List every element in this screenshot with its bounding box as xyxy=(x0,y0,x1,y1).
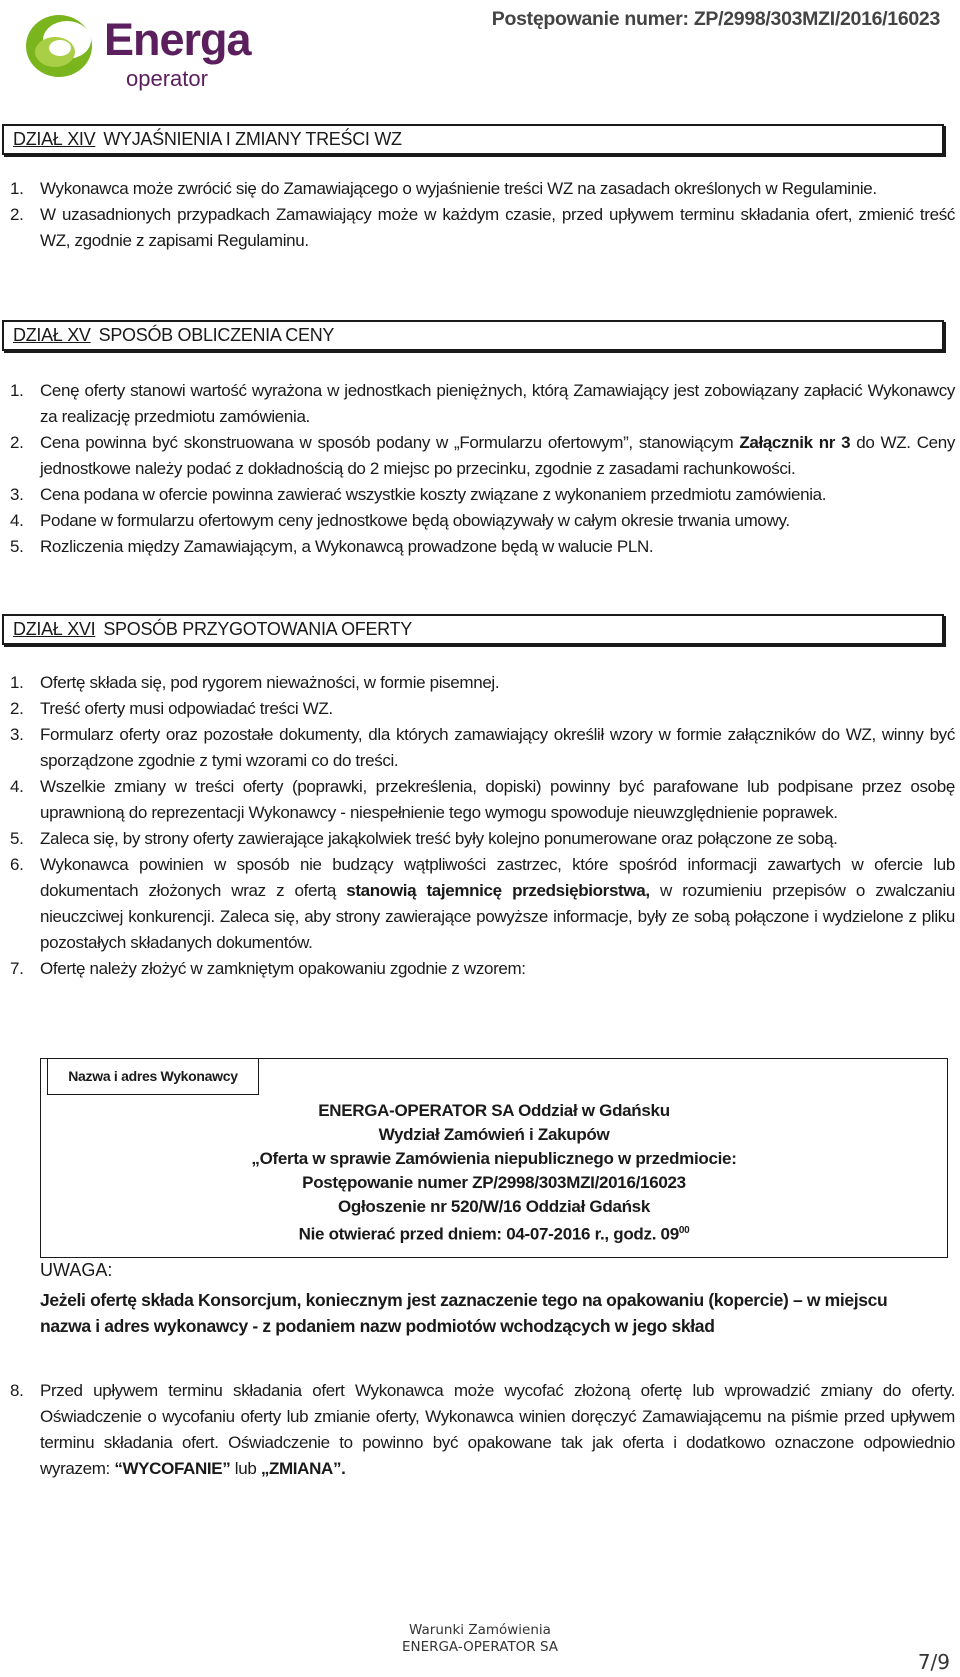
section-header-xiv xyxy=(2,124,944,155)
list-item: 8. Przed upływem terminu składania ofert Wykonawca może wycofać złożoną ofertę lub wprowadzić zmiany do oferty. Oświadczenie o wycofaniu oferty lub zmianie oferty, Wykonawca winien doręczyć Zamawiającemu na piśmie przed upływem terminu składania ofert. Oświadczenie to powinno być opakowane tak jak oferta i dodatkowo oznaczone odpowiednio wyrazem: “WYCOFANIE” lub „ZMIANA”. xyxy=(10,1381,955,1478)
envelope-line: „Oferta w sprawie Zamówienia niepublicznego w przedmiocie: xyxy=(251,1149,737,1168)
energa-swirl-icon xyxy=(22,8,100,86)
list-item: 5. Rozliczenia między Zamawiającym, a Wykonawcą prowadzone będą w walucie PLN. xyxy=(10,537,654,556)
envelope-template-box xyxy=(40,1058,948,1258)
list-item: 1. Cenę oferty stanowi wartość wyrażona w jednostkach pieniężnych, którą Zamawiający jest zobowiązany zapłacić Wykonawcy za realizację przedmiotu zamówienia. xyxy=(10,381,955,426)
section-title: SPOSÓB PRZYGOTOWANIA OFERTY xyxy=(103,619,412,639)
envelope-line: Postępowanie numer ZP/2998/303MZI/2016/16023 xyxy=(302,1173,686,1192)
section-title: WYJAŚNIENIA I ZMIANY TREŚCI WZ xyxy=(103,129,402,149)
section-number: DZIAŁ XVI xyxy=(13,619,96,639)
energa-logo xyxy=(22,8,272,94)
footer-line: Warunki Zamówienia xyxy=(409,1622,551,1638)
envelope-address-lines xyxy=(41,1099,947,1247)
contractor-name-address-label: Nazwa i adres Wykonawcy xyxy=(47,1059,259,1095)
section-number: DZIAŁ XIV xyxy=(13,129,96,149)
section-header-xvi xyxy=(2,614,944,645)
logo-wordmark: Energa xyxy=(104,14,251,65)
list-item: 1. Ofertę składa się, pod rygorem nieważności, w formie pisemnej. xyxy=(10,673,500,692)
list-item: 1. Wykonawca może zwrócić się do Zamawiającego o wyjaśnienie treści WZ na zasadach określonych w Regulaminie. xyxy=(10,179,877,198)
section-xvi-list xyxy=(10,670,955,982)
section-xv-list xyxy=(10,378,955,560)
logo-subtitle: operator xyxy=(126,66,208,91)
list-item: 3. Formularz oferty oraz pozostałe dokumenty, dla których zamawiający określił wzory w formie załączników do WZ, winny być sporządzone zgodnie z tymi wzorami co do treści. xyxy=(10,725,955,770)
envelope-line: Ogłoszenie nr 520/W/16 Oddział Gdańsk xyxy=(338,1197,650,1216)
section-xiv-list xyxy=(10,176,955,254)
list-item: 2. W uzasadnionych przypadkach Zamawiający może w każdym czasie, przed upływem terminu składania ofert, zmienić treść WZ, zgodnie z zapisami Regulaminu. xyxy=(10,205,955,250)
page-number: 7/9 xyxy=(917,1650,950,1674)
section-header-xv xyxy=(2,320,944,351)
list-item: 2. Cena powinna być skonstruowana w sposób podany w „Formularzu ofertowym”, stanowiącym Załącznik nr 3 do WZ. Ceny jednostkowe należy podać z dokładnością do 2 miejsc po przecinku, zgodnie z zasadami rachunkowości. xyxy=(10,433,955,478)
note-title: UWAGA: xyxy=(40,1260,113,1280)
list-item: 4. Wszelkie zmiany w treści oferty (poprawki, przekreślenia, dopiski) powinny być parafowane lub podpisane przez osobę uprawnioną do reprezentacji Wykonawcy - niespełnienie tego wymogu spowoduje nieuwzględnienie poprawek. xyxy=(10,777,955,822)
envelope-line: ENERGA-OPERATOR SA Oddział w Gdańsku xyxy=(318,1101,670,1120)
list-item: 7. Ofertę należy złożyć w zamkniętym opakowaniu zgodnie z wzorem: xyxy=(10,959,526,978)
section-number: DZIAŁ XV xyxy=(13,325,91,345)
list-item: 5. Zaleca się, by strony oferty zawierające jakąkolwiek treść były kolejno ponumerowane oraz połączone ze sobą. xyxy=(10,829,838,848)
section-xvi-list-continued xyxy=(10,1378,955,1482)
procedure-number: Postępowanie numer: ZP/2998/303MZI/2016/16023 xyxy=(491,8,940,30)
list-item: 2. Treść oferty musi odpowiadać treści WZ. xyxy=(10,699,333,718)
section-title: SPOSÓB OBLICZENIA CENY xyxy=(98,325,335,345)
envelope-line: Nie otwierać przed dniem: 04-07-2016 r., godz. $09^{00}$ xyxy=(298,1224,690,1244)
footer xyxy=(0,1622,960,1656)
list-item: 4. Podane w formularzu ofertowym ceny jednostkowe będą obowiązywały w całym okresie trwania umowy. xyxy=(10,511,790,530)
list-item: 3. Cena podana w ofercie powinna zawierać wszystkie koszty związane z wykonaniem przedmiotu zamówienia. xyxy=(10,485,827,504)
footer-line: ENERGA-OPERATOR SA xyxy=(401,1639,559,1655)
envelope-line: Wydział Zamówień i Zakupów xyxy=(378,1125,610,1144)
note-text: Jeżeli ofertę składa Konsorcjum, koniecznym jest zaznaczenie tego na opakowaniu (kopercie) – w miejscu nazwa i adres wykonawcy - z podaniem nazw podmiotów wchodzących w jego skład xyxy=(40,1290,888,1336)
list-item: 6. Wykonawca powinien w sposób nie budzący wątpliwości zastrzec, które spośród informacji zawartych w ofercie lub dokumentach złożonych wraz z ofertą stanowią tajemnicę przedsiębiorstwa, w rozumieniu przepisów o zwalczaniu nieuczciwej konkurencji. Zaleca się, aby strony zawierające powyższe informacje, były ze sobą połączone i wydzielone z pliku pozostałych składanych dokumentów. xyxy=(10,855,955,952)
